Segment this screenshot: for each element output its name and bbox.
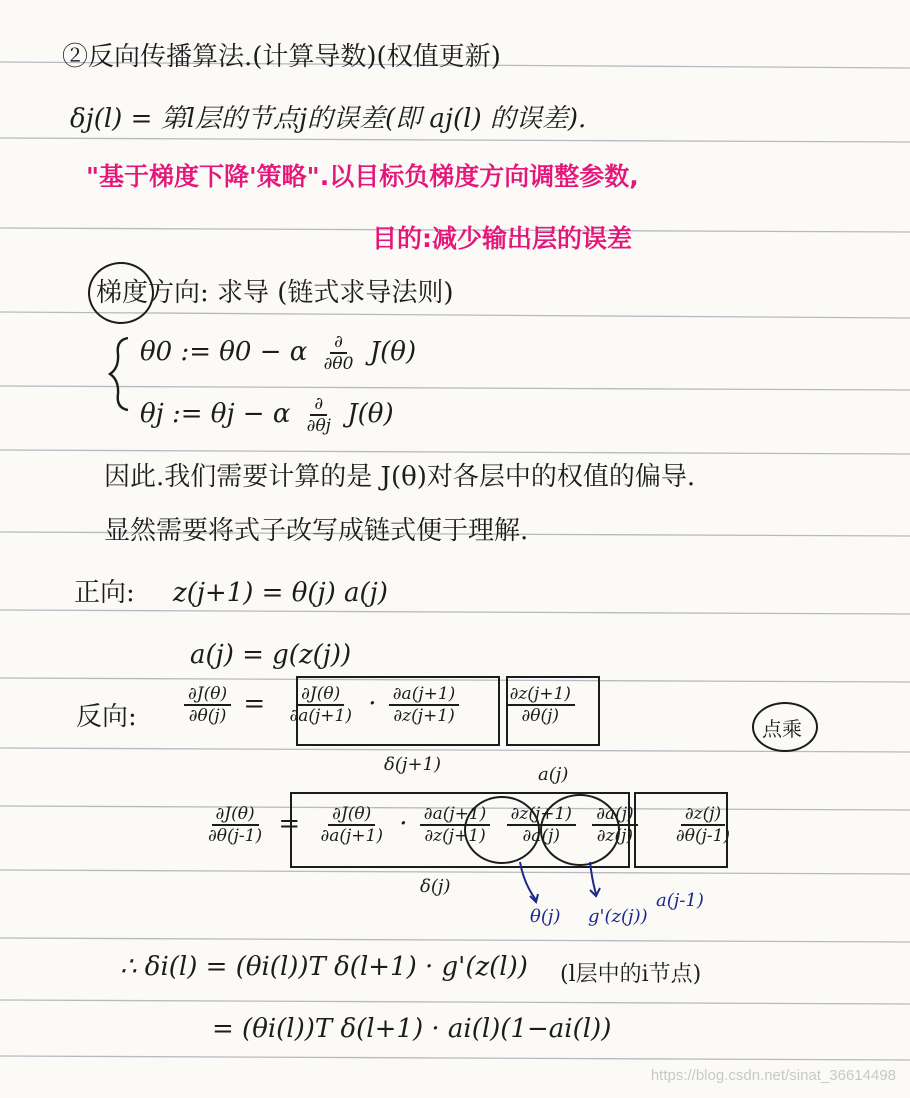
back2-lhs — [204, 804, 266, 846]
back1-box-a — [506, 676, 600, 746]
blue-a: a(j-1) — [656, 890, 704, 911]
back2-under-delta: δ(j) — [420, 876, 451, 897]
goal-note — [372, 222, 632, 256]
thetaj-fraction-den: ∂θj — [306, 416, 331, 436]
back1-t1-den: ∂a(j+1) — [289, 706, 352, 726]
theta0-tail: J(θ) — [369, 337, 417, 367]
back1-equals: = — [243, 689, 266, 719]
dot-product-circle — [752, 702, 818, 752]
back2-t4-den: ∂z(j) — [596, 826, 634, 846]
back2-t1-num: ∂J(θ) — [328, 804, 375, 826]
chain-text: 显然需要将式子改写成链式便于理解. — [104, 516, 529, 546]
result-line-2 — [212, 1012, 611, 1046]
back1-t2-den: ∂z(j+1) — [393, 706, 455, 726]
result1-note: (l层中的i节点) — [560, 962, 702, 987]
thetaj-fraction — [303, 394, 335, 436]
back2-t3-den: ∂a(j) — [522, 826, 560, 846]
result-line-1 — [120, 950, 528, 984]
back2-t1-den: ∂a(j+1) — [320, 826, 383, 846]
brace-mark — [104, 334, 134, 414]
back2-circle-t4 — [540, 794, 620, 866]
strategy-note — [86, 160, 639, 194]
back1-dot: · — [368, 689, 377, 719]
blue-a-line — [656, 884, 704, 918]
thetaj-update — [140, 394, 394, 436]
theta0-fraction — [320, 332, 358, 374]
result-note-line — [560, 958, 701, 992]
thetaj-fraction-num: ∂ — [310, 394, 327, 416]
goal-note-text: 目的:减少输出层的误差 — [372, 224, 632, 253]
forward-eq2-line — [190, 638, 351, 672]
backward-label-line — [76, 700, 137, 734]
back2-t2-num: ∂a(j+1) — [420, 804, 491, 826]
back1-under1-line — [384, 748, 441, 782]
back1-under2: a(j) — [538, 764, 569, 785]
blue-g-line — [588, 900, 648, 934]
watermark: https://blog.csdn.net/sinat_36614498 — [650, 1067, 896, 1084]
blue-g: g'(z(j)) — [588, 906, 648, 927]
theta0-update — [140, 332, 416, 374]
theta0-fraction-num: ∂ — [330, 332, 347, 354]
thetaj-lhs: θj := θj − α — [140, 399, 291, 429]
forward-line — [74, 576, 388, 610]
back2-lhs-num: ∂J(θ) — [212, 804, 259, 826]
blue-theta-line — [530, 900, 560, 934]
forward-eq2: a(j) = g(z(j)) — [190, 640, 352, 670]
back2-circle-t3 — [464, 796, 540, 864]
forward-eq1: z(j+1) = θ(j) a(j) — [173, 578, 388, 608]
back1-lhs — [184, 684, 231, 726]
back2-equals: = — [278, 809, 301, 839]
theta0-lhs: θ0 := θ0 − α — [140, 337, 308, 367]
gradient-circle — [88, 262, 154, 324]
back2-t5-den: ∂θ(j-1) — [675, 826, 731, 846]
back2-dot: · — [399, 809, 408, 839]
therefore-text: 因此.我们需要计算的是 J(θ)对各层中的权值的偏导. — [104, 462, 696, 492]
theta0-fraction-den: ∂θ0 — [323, 354, 354, 374]
back2-box-right — [634, 792, 728, 868]
result2: = (θi(l))T δ(l+1) · ai(l)(1−ai(l)) — [212, 1014, 612, 1044]
dot-product-text: 点乘 — [762, 717, 802, 741]
back1-t2-num: ∂a(j+1) — [389, 684, 460, 706]
back2-t4-num: ∂a(j) — [592, 804, 637, 826]
forward-label: 正向: — [74, 578, 135, 608]
delta-definition — [70, 102, 586, 136]
thetaj-tail: J(θ) — [347, 399, 394, 429]
back1-lhs-den: ∂θ(j) — [188, 706, 227, 726]
back1-t3-num: ∂z(j+1) — [506, 684, 575, 706]
back2-lhs-den: ∂θ(j-1) — [208, 826, 263, 846]
back2-t3-num: ∂z(j+1) — [507, 804, 576, 826]
back1-t3-den: ∂θ(j) — [521, 706, 560, 726]
backward-label: 反向: — [76, 702, 137, 732]
back2-t5-num: ∂z(j) — [681, 804, 725, 826]
gradient-text: 梯度方向: 求导 (链式求导法则) — [96, 278, 454, 308]
blue-theta: θ(j) — [530, 906, 561, 927]
result1: ∴ δi(l) = (θi(l))T δ(l+1) · g'(z(l)) — [120, 952, 528, 982]
strategy-note-text: "基于梯度下降'策略".以目标负梯度方向调整参数, — [86, 162, 639, 191]
delta-definition-text: δj(l) = 第l层的节点j的误差(即 aj(l) 的误差). — [70, 104, 587, 134]
back1-under2-line — [538, 758, 568, 792]
back1-t1-num: ∂J(θ) — [297, 684, 344, 706]
title-text: ②反向传播算法.(计算导数)(权值更新) — [62, 42, 501, 72]
title-line — [62, 40, 501, 74]
therefore-line — [104, 460, 695, 494]
back2-t2-den: ∂z(j+1) — [424, 826, 486, 846]
back1-box-delta — [296, 676, 500, 746]
back2-under-delta-line — [420, 870, 450, 904]
back1-lhs-num: ∂J(θ) — [184, 684, 231, 706]
chain-line — [104, 514, 528, 548]
back1-under1: δ(j+1) — [384, 754, 441, 775]
